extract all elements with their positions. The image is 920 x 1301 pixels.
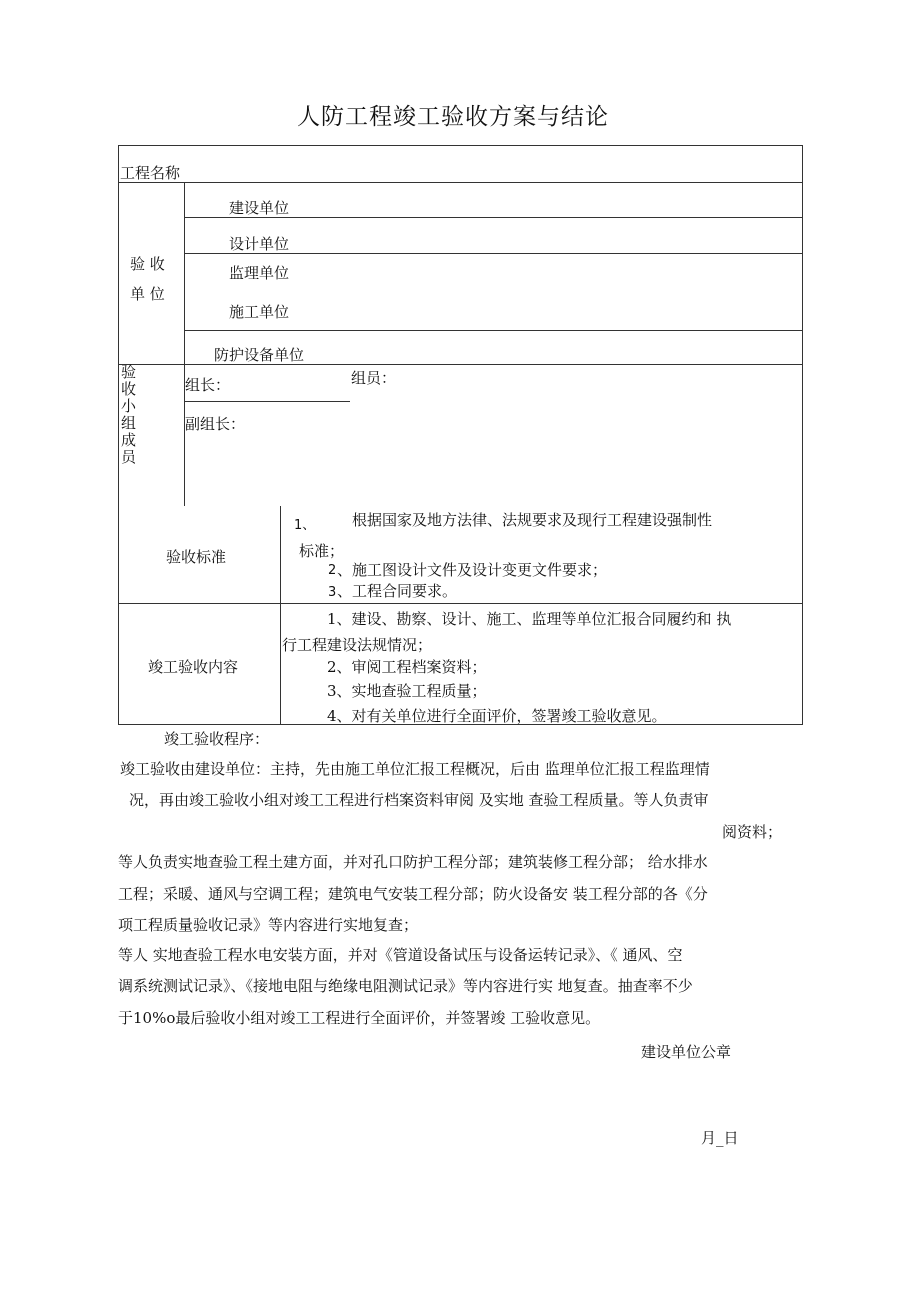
seal-label: 建设单位公章 bbox=[641, 1043, 732, 1061]
unit-supervision: 监理单位 bbox=[229, 264, 290, 282]
team-members-label: 验收小组成员 bbox=[121, 363, 137, 466]
procedure-line: 工程；采暖、通风与空调工程；建筑电气安装工程分部；防火设备安 装工程分部的各《分 bbox=[118, 885, 708, 903]
procedure-line: 等人 实地查验工程水电安装方面，并对《管道设备试压与设备运转记录》、《 通风、空 bbox=[118, 946, 683, 964]
unit-protective-equipment: 防护设备单位 bbox=[214, 346, 305, 364]
table-rule bbox=[184, 330, 802, 331]
content-item: 3、实地查验工程质量； bbox=[327, 682, 487, 700]
procedure-line: 项工程质量验收记录》等内容进行实地复查； bbox=[118, 916, 419, 934]
deputy-leader-label: 副组长： bbox=[185, 415, 246, 433]
procedure-line: 等人负责实地查验工程土建方面，并对孔口防护工程分部；建筑装修工程分部； 给水排水 bbox=[118, 853, 708, 871]
standard-item-number: 1、 bbox=[294, 518, 316, 533]
date-label: 月_日 bbox=[701, 1129, 739, 1147]
procedure-line: 调系统测试记录》、《接地电阻与绝缘电阻测试记录》等内容进行实 地复查。抽查率不少 bbox=[118, 977, 693, 995]
table-rule bbox=[184, 182, 185, 364]
table-border-left bbox=[118, 145, 119, 725]
standard-item: 根据国家及地方法律、法规要求及现行工程建设强制性 bbox=[352, 511, 713, 529]
procedure-line: 况，再由竣工验收小组对竣工工程进行档案资料审阅 及实地 查验工程质量。等人负责审 bbox=[129, 791, 709, 809]
procedure-line: 于10%o最后验收小组对竣工工程进行全面评价，并签署竣 工验收意见。 bbox=[118, 1009, 601, 1027]
standard-item-number: 2 bbox=[328, 563, 337, 578]
content-item: 4、对有关单位进行全面评价，签署竣工验收意见。 bbox=[327, 707, 667, 725]
content-item: 2、审阅工程档案资料； bbox=[327, 658, 487, 676]
content-label: 竣工验收内容 bbox=[148, 658, 239, 676]
table-border-right bbox=[802, 145, 803, 725]
unit-construction: 建设单位 bbox=[229, 199, 290, 217]
project-name-label: 工程名称 bbox=[120, 164, 181, 182]
content-item: 1、建设、勘察、设计、施工、监理等单位汇报合同履约和 执 bbox=[327, 610, 732, 628]
table-border-top bbox=[118, 145, 802, 146]
member-label: 组员： bbox=[351, 369, 397, 387]
acceptance-unit-label: 验 收 bbox=[130, 255, 165, 273]
standard-item: 、施工图设计文件及设计变更文件要求； bbox=[337, 561, 608, 579]
procedure-line: 竣工验收由建设单位：主持，先由施工单位汇报工程概况，后由 监理单位汇报工程监理情 bbox=[120, 760, 710, 778]
leader-label: 组长： bbox=[185, 376, 231, 394]
procedure-heading: 竣工验收程序： bbox=[164, 730, 270, 748]
unit-contractor: 施工单位 bbox=[229, 303, 290, 321]
standard-item: 标准； bbox=[299, 542, 345, 560]
acceptance-unit-label: 单 位 bbox=[130, 285, 165, 303]
table-rule bbox=[118, 182, 802, 183]
content-item: 行工程建设法规情况； bbox=[282, 636, 433, 654]
table-rule bbox=[184, 401, 350, 402]
table-rule bbox=[118, 603, 802, 604]
standard-item-number: 3 bbox=[328, 585, 337, 600]
page-title: 人防工程竣工验收方案与结论 bbox=[297, 104, 609, 130]
unit-design: 设计单位 bbox=[229, 235, 290, 253]
procedure-line: 阅资料； bbox=[722, 823, 783, 841]
standard-item: 、工程合同要求。 bbox=[337, 582, 458, 600]
table-rule bbox=[280, 506, 281, 725]
standard-label: 验收标准 bbox=[166, 548, 227, 566]
